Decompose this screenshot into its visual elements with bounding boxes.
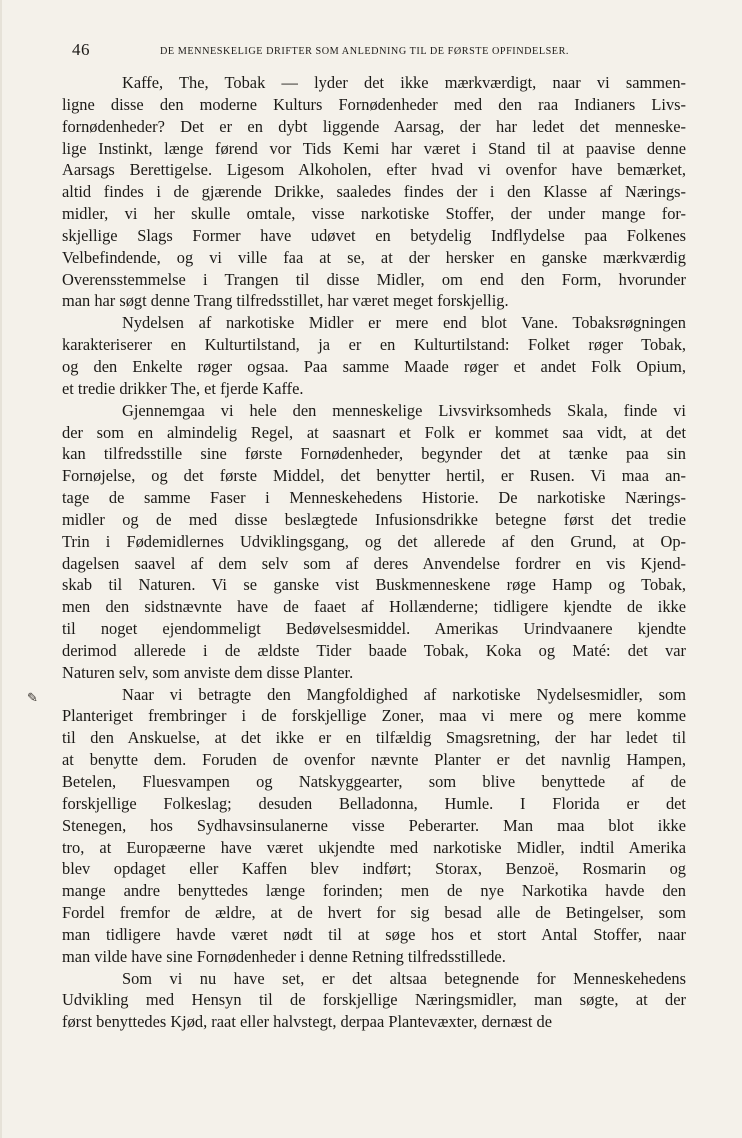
page-edge bbox=[0, 0, 2, 1138]
text-line: man tidligere havde været nødt til at søge hos et stort Antal Stoffer, naar bbox=[62, 924, 686, 944]
text-line: Stenegen, hos Sydhavsinsulanerne visse Peberarter. Man maa blot ikke bbox=[62, 815, 686, 835]
text-line: Naar vi betragte den Mangfoldighed af narkotiske Nydelsesmidler, som bbox=[122, 684, 686, 704]
text-line: Betelen, Fluesvampen og Natskyggearter, som blive benyttede af de bbox=[62, 772, 686, 791]
text-line: tro, at Europæerne have været ukjendte med narkotiske Midler, indtil Amerika bbox=[62, 837, 686, 857]
page-number: 46 bbox=[72, 40, 90, 59]
text-line: altid findes i de gjærende Drikke, saaledes findes der i den Klasse af Nærings- bbox=[62, 182, 686, 202]
text-line: Planteriget frembringer i de forskjellige Zoner, maa vi mere og mere komme bbox=[62, 706, 686, 726]
text-line: Trin i Fødemidlernes Udviklingsgang, og det allerede af den Grund, at Op- bbox=[62, 531, 686, 551]
text-line: der som en almindelig Regel, at saasnart et Folk er kommet saa vidt, at det bbox=[62, 422, 686, 442]
running-title: DE MENNESKELIGE DRIFTER SOM ANLEDNING TIL DE FØRSTE OPFINDELSER. bbox=[160, 46, 570, 57]
text-line: skab til Naturen. Vi se ganske vist Buskmenneskene røge Hamp og Tobak, bbox=[62, 575, 686, 595]
text-line: man har søgt denne Trang tilfredsstillet, har været meget forskjellig. bbox=[62, 291, 509, 311]
text-line: til den Anskuelse, at det ikke er en tilfældig Smagsretning, der har ledet til bbox=[62, 728, 686, 748]
body-text bbox=[62, 72, 686, 1033]
text-line: Fornøjelse, og det første Middel, det benytter hertil, er Rusen. Vi maa an- bbox=[62, 466, 686, 486]
text-line: lige Instinkt, længe førend vor Tids Kemi har været i Stand til at paavise denne bbox=[62, 138, 686, 158]
text-line: Aarsags Berettigelse. Ligesom Alkoholen, efter hvad vi ovenfor have bemærket, bbox=[62, 160, 686, 180]
text-line: derimod allerede i de ældste Tider baade Tobak, Koka og Maté: det var bbox=[62, 640, 686, 660]
text-line: Overensstemmelse i Trangen til disse Midler, om end den Form, hvorunder bbox=[62, 269, 686, 289]
text-line: Naturen selv, som anviste dem disse Planter. bbox=[62, 662, 354, 682]
page-header bbox=[62, 38, 702, 64]
text-line: Gjennemgaa vi hele den menneskelige Livsvirksomheds Skala, finde vi bbox=[122, 400, 686, 420]
text-line: midler og de med disse beslægtede Infusionsdrikke betegne først det tredie bbox=[62, 509, 686, 529]
text-line: Kaffe, The, Tobak — lyder det ikke mærkværdigt, naar vi sammen- bbox=[122, 73, 686, 92]
text-line: tage de samme Faser i Menneskehedens Historie. De narkotiske Nærings- bbox=[62, 488, 686, 508]
text-line: men den sidstnævnte have de faaet af Hollænderne; tidligere kjendte de ikke bbox=[62, 597, 686, 617]
text-line: at benytte dem. Foruden de ovenfor nævnte Planter er det navnlig Hampen, bbox=[62, 750, 686, 770]
text-line: karakteriserer en Kulturtilstand, ja er en Kulturtilstand: Folket røger Tobak, bbox=[62, 335, 686, 355]
margin-mark-icon: ✎ bbox=[27, 690, 38, 705]
text-line: Som vi nu have set, er det altsaa betegnende for Menneskehedens bbox=[122, 968, 686, 988]
text-line: man vilde have sine Fornødenheder i denne Retning tilfredsstillede. bbox=[62, 946, 506, 966]
text-line: Udvikling med Hensyn til de forskjellige Næringsmidler, man søgte, at der bbox=[62, 990, 686, 1010]
text-line: dagelsen saavel af dem selv som af deres Anvendelse fordrer en vis Kjend- bbox=[62, 553, 686, 573]
text-line: til noget ejendommeligt Bedøvelsesmiddel. Amerikas Urindvaanere kjendte bbox=[62, 619, 686, 639]
text-line: fornødenheder? Det er en dybt liggende Aarsag, der har ledet det menneske- bbox=[62, 116, 686, 136]
text-line: et tredie drikker The, et fjerde Kaffe. bbox=[62, 378, 304, 398]
text-line: Fordel fremfor de ældre, at de hvert for sig besad alle de Betingelser, som bbox=[62, 903, 686, 923]
text-line: Velbefindende, og vi ville faa at se, at der hersker en ganske mærkværdig bbox=[62, 247, 686, 267]
text-line: forskjellige Folkeslag; desuden Belladonna, Humle. I Florida er det bbox=[62, 793, 686, 813]
text-line: mange andre benyttedes længe forinden; men de nye Narkotika havde den bbox=[62, 881, 686, 901]
text-line: først benyttedes Kjød, raat eller halvstegt, derpaa Plantevæxter, dernæst de bbox=[62, 1012, 552, 1032]
text-line: ligne disse den moderne Kulturs Fornødenheder med den raa Indianers Livs- bbox=[62, 94, 686, 114]
text-line: skjellige Slags Former have udøvet en betydelig Indflydelse paa Folkenes bbox=[62, 225, 686, 245]
text-line: og den Enkelte røger ogsaa. Paa samme Maade røger et andet Folk Opium, bbox=[62, 356, 686, 376]
text-line: blev opdaget eller Kaffen blev indført; Storax, Benzoë, Rosmarin og bbox=[62, 859, 686, 879]
text-line: midler, vi her skulle omtale, visse narkotiske Stoffer, der under mange for- bbox=[62, 204, 686, 224]
text-line: kan tilfredsstille sine første Fornødenheder, begynder det at tænke paa sin bbox=[62, 444, 686, 464]
text-line: Nydelsen af narkotiske Midler er mere end blot Vane. Tobaksrøgningen bbox=[122, 313, 686, 333]
